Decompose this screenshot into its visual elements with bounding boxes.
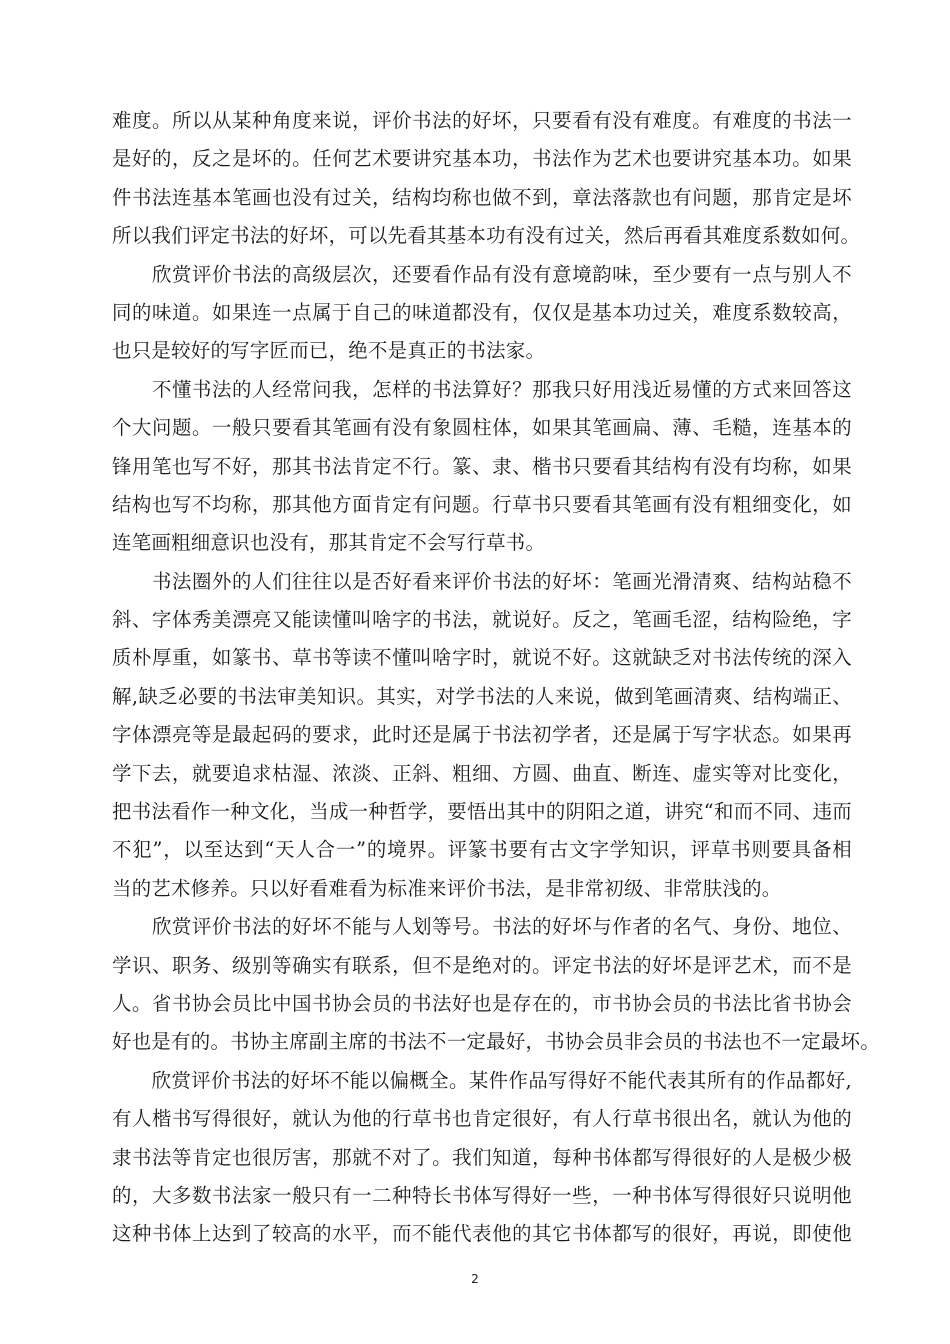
text-line: 当的艺术修养。只以好看难看为标准来评价书法，是非常初级、非常肤浅的。 <box>112 876 782 900</box>
text-line: 连笔画粗细意识也没有，那其肯定不会写行草书。 <box>112 531 546 555</box>
text-line: 件书法连基本笔画也没有过关，结构均称也做不到，章法落款也有问题，那肯定是坏 <box>112 185 852 209</box>
text-line: 把书法看作一种文化，当成一种哲学，要悟出其中的阴阳之道，讲究“和而不同、违而 <box>112 800 852 824</box>
text-line: 结构也写不均称，那其他方面肯定有问题。行草书只要看其笔画有没有粗细变化，如 <box>112 492 852 516</box>
text-line: 学识、职务、级别等确实有联系，但不是绝对的。评定书法的好坏是评艺术，而不是 <box>112 953 852 977</box>
text-line: 所以我们评定书法的好坏，可以先看其基本功有没有过关，然后再看其难度系数如何。 <box>112 224 861 248</box>
text-line: 人。省书协会员比中国书协会员的书法好也是存在的，市书协会员的书法比省书协会 <box>112 991 852 1015</box>
text-line: 解,缺乏必要的书法审美知识。其实，对学书法的人来说，做到笔画清爽、结构端正、 <box>112 684 852 708</box>
text-line: 学下去，就要追求枯湿、浓淡、正斜、粗细、方圆、曲直、断连、虚实等对比变化， <box>112 761 852 785</box>
paragraph-1 <box>112 102 861 256</box>
paragraph-3 <box>112 371 852 563</box>
text-line: 欣赏评价书法的高级层次，还要看作品有没有意境韵味，至少要有一点与别人不 <box>112 262 852 286</box>
text-line: 个大问题。一般只要看其笔画有没有象圆柱体，如果其笔画扁、薄、毛糙，连基本的 <box>112 416 852 440</box>
text-line: 书法圈外的人们往往以是否好看来评价书法的好坏：笔画光滑清爽、结构站稳不 <box>112 569 852 593</box>
text-line: 是好的，反之是坏的。任何艺术要讲究基本功，书法作为艺术也要讲究基本功。如果 <box>112 147 852 171</box>
paragraph-4 <box>112 563 852 909</box>
text-line: 的，大多数书法家一般只有一二种特长书体写得好一些，一种书体写得很好只说明他 <box>112 1183 852 1207</box>
text-line: 有人楷书写得很好，就认为他的行草书也肯定很好，有人行草书很出名，就认为他的 <box>112 1107 852 1131</box>
text-line: 锋用笔也写不好，那其书法肯定不行。篆、隶、楷书只要看其结构有没有均称，如果 <box>112 454 852 478</box>
text-line: 不犯”，以至达到“天人合一”的境界。评篆书要有古文字学知识，评草书则要具备相 <box>112 838 852 862</box>
text-line: 字体漂亮等是最起码的要求，此时还是属于书法初学者，还是属于写字状态。如果再 <box>112 723 852 747</box>
page-number: 2 <box>471 1272 479 1286</box>
text-line: 难度。所以从某种角度来说，评价书法的好坏，只要看有没有难度。有难度的书法一 <box>112 109 852 132</box>
text-line: 欣赏评价书法的好坏不能以偏概全。某件作品写得好不能代表其所有的作品都好, <box>112 1068 852 1092</box>
paragraph-6 <box>112 1062 852 1254</box>
document-body <box>112 102 880 1254</box>
text-line: 也只是较好的写字匠而已，绝不是真正的书法家。 <box>112 339 546 363</box>
text-line: 这种书体上达到了较高的水平，而不能代表他的其它书体都写的很好，再说，即使他 <box>112 1222 852 1246</box>
paragraph-5 <box>112 908 880 1062</box>
text-line: 斜、字体秀美漂亮又能读懂叫啥字的书法，就说好。反之，笔画毛涩，结构险绝，字 <box>112 608 852 632</box>
paragraph-2 <box>112 256 852 371</box>
text-line: 隶书法等肯定也很厉害，那就不对了。我们知道，每种书体都写得很好的人是极少极 <box>112 1145 852 1169</box>
text-line: 同的味道。如果连一点属于自己的味道都没有，仅仅是基本功过关，难度系数较高， <box>112 300 852 324</box>
text-line: 欣赏评价书法的好坏不能与人划等号。书法的好坏与作者的名气、身份、地位、 <box>112 915 852 939</box>
text-line: 质朴厚重，如篆书、草书等读不懂叫啥字时，就说不好。这就缺乏对书法传统的深入 <box>112 646 852 670</box>
text-line: 不懂书法的人经常问我，怎样的书法算好？那我只好用浅近易懂的方式来回答这 <box>112 377 852 401</box>
text-line: 好也是有的。书协主席副主席的书法不一定最好，书协会员非会员的书法也不一定最坏。 <box>112 1030 880 1054</box>
